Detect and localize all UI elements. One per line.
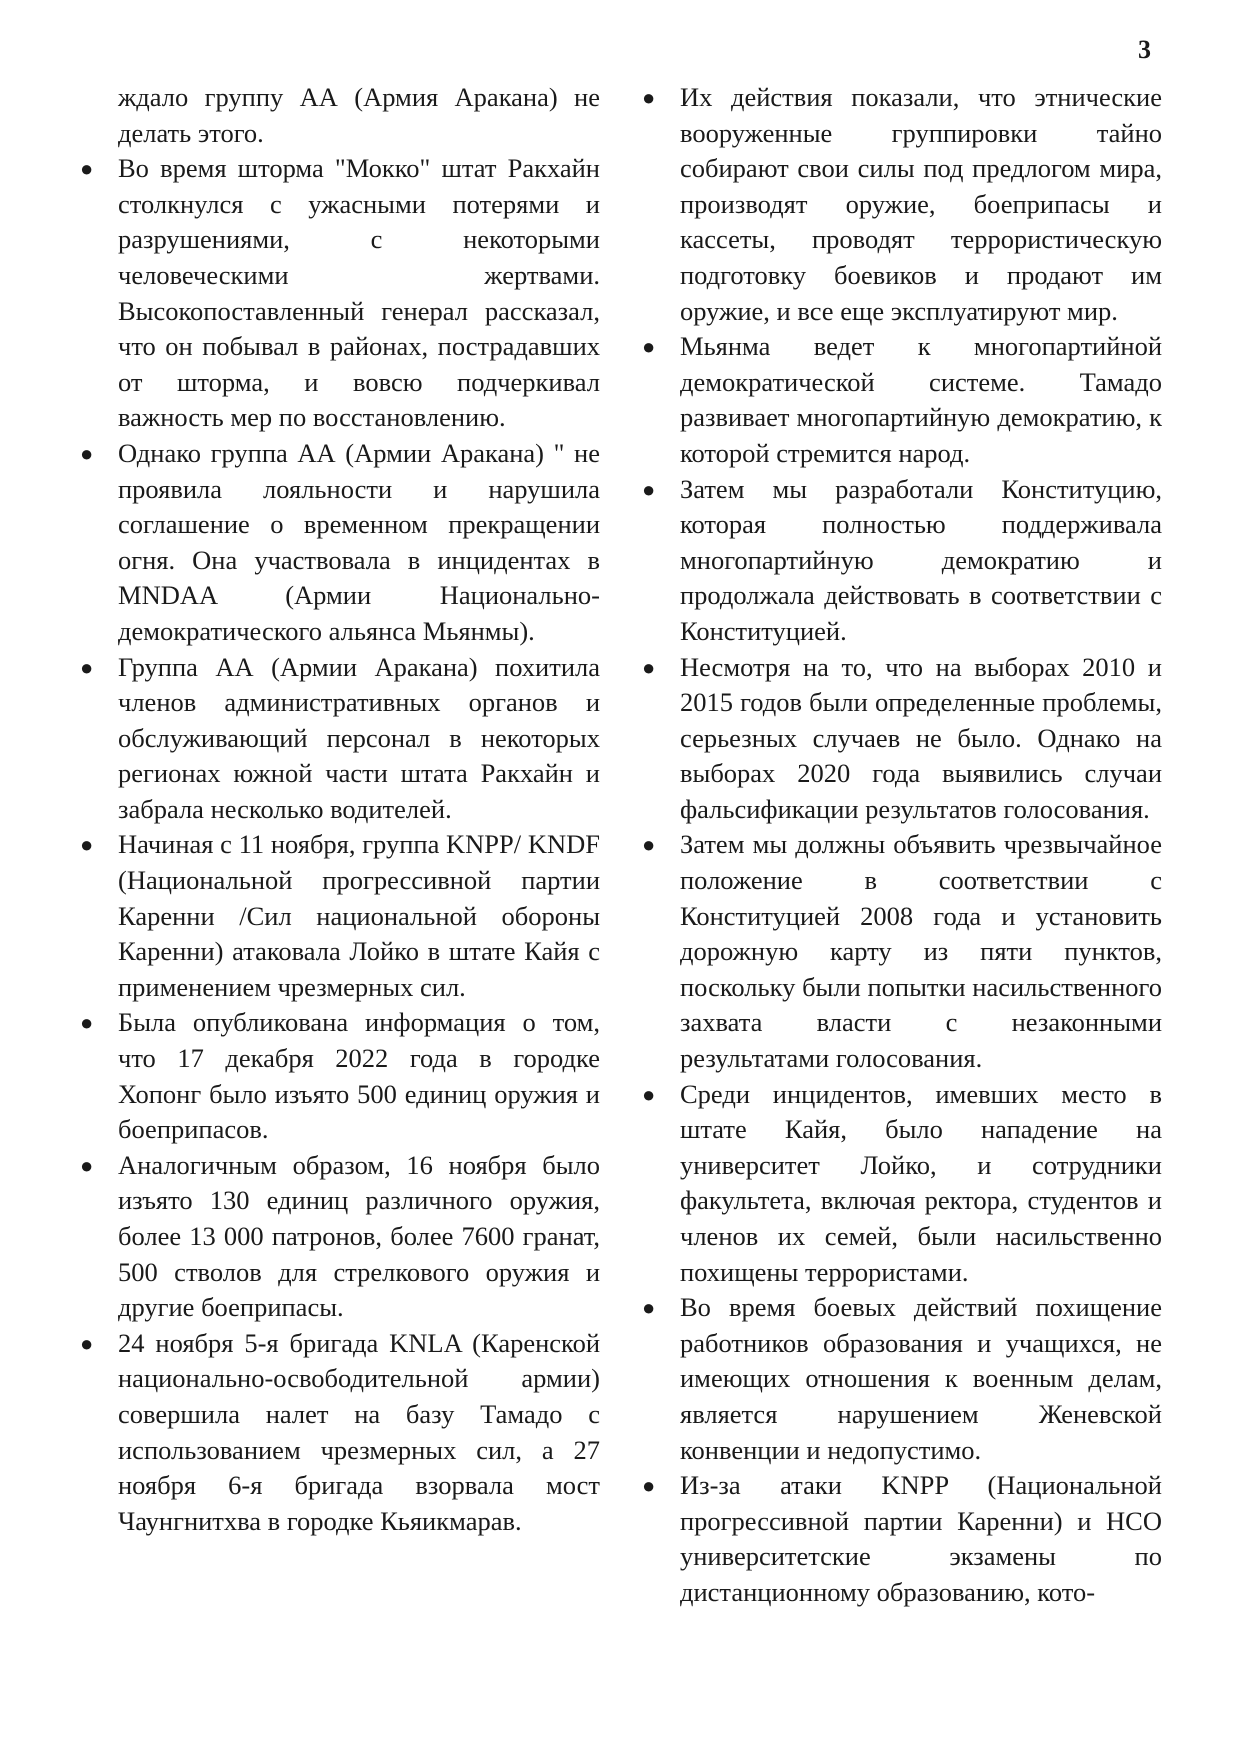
list-item: [642, 1290, 1162, 1468]
bullet-icon: ●: [642, 654, 656, 680]
list-item-text: Их действия показали, что этнические вооруженные группировки тайно собирают свои силы под предлогом мира, производят оружие, боеприпасы и кассеты, проводят террористическую подготовку боевиков и продают им оружие, и все еще эксплуатируют мир.: [680, 82, 1162, 326]
list-item-text: Затем мы должны объявить чрезвычайное положение в соответствии с Конституцией 2008 года и установить дорожную карту из пяти пунктов, поскольку были попытки насильственного захвата власти с незаконными результатами голосования.: [680, 829, 1162, 1074]
bullet-icon: ●: [80, 440, 94, 466]
list-item: [80, 1005, 600, 1147]
list-item-text: 24 ноября 5-я бригада KNLA (Каренской национально-освободительной армии) совершила налет на базу Тамадо с использованием чрезмерных сил, а 27 ноября 6-я бригада взорвала мост Чаунгнитхва в городке Кьяикмарав.: [118, 1327, 600, 1536]
list-item: [642, 827, 1162, 1076]
bullet-icon: ●: [80, 1152, 94, 1178]
bullet-icon: ●: [642, 1295, 656, 1321]
continuation-paragraph: ждало группу АА (Армия Аракана) не делать этого.: [118, 82, 600, 148]
bullet-icon: ●: [642, 85, 656, 110]
list-item-text: Во время шторма "Мокко" штат Ракхайн столкнулся с ужасными потерями и разрушениями, с некоторыми человеческими жертвами. Высокопоставленный генерал рассказал, что он побывал в районах, пострадавших от шторма, и вовсю подчеркивал важность мер по восстановлению.: [118, 153, 600, 433]
list-item-text: Начиная с 11 ноября, группа KNPP/ KNDF (Национальной прогрессивной партии Каренни /Сил национальной обороны Каренни) атаковала Лойко в штате Кайя с применением чрезмерных сил.: [118, 829, 600, 1002]
bullet-icon: ●: [80, 654, 94, 680]
list-item: [642, 472, 1162, 650]
list-item: [80, 151, 600, 436]
bullet-icon: ●: [642, 1473, 656, 1499]
bullet-icon: ●: [642, 476, 656, 502]
bullet-icon: ●: [642, 1081, 656, 1107]
list-item-text: Была опубликована информация о том, что 17 декабря 2022 года в городке Хопонг было изъято 500 единиц оружия и боеприпасов.: [118, 1007, 600, 1145]
list-item: [642, 1468, 1162, 1610]
list-item: [80, 650, 600, 828]
list-item-text: Однако группа АА (Армии Аракана) " не проявила лояльности и нарушила соглашение о временном прекращении огня. Она участвовала в инцидентах в MNDAA (Армии Национально-демократического альянса Мьянмы).: [118, 437, 600, 646]
list-item: [642, 329, 1162, 471]
page-number: 3: [1138, 35, 1151, 64]
list-item-text: Мьянма ведет к многопартийной демократической системе. Тамадо развивает многопартийную демократию, к которой стремится народ.: [680, 331, 1162, 468]
bullet-icon: ●: [80, 832, 94, 858]
bullet-icon: ●: [80, 1330, 94, 1356]
left-bullet-list: [80, 151, 600, 1539]
list-item: [80, 827, 600, 1005]
list-item-text: Затем мы разработали Конституцию, которая полностью поддерживала многопартийную демократию и продолжала действовать в соответствии с Конституцией.: [680, 473, 1162, 646]
list-item: [642, 1077, 1162, 1291]
list-item-text: Аналогичным образом, 16 ноября было изъято 130 единиц различного оружия, более 13 000 патронов, более 7600 гранат, 500 стволов для стрелкового оружия и другие боеприпасы.: [118, 1149, 600, 1323]
right-column: [642, 80, 1162, 1611]
list-item-text: Несмотря на то, что на выборах 2010 и 2015 годов были определенные проблемы, серьезных случаев не было. Однако на выборах 2020 года выявились случаи фальсификации результатов голосования.: [680, 651, 1162, 824]
list-item-text: Во время боевых действий похищение работников образования и учащихся, не имеющих отношения к военным делам, является нарушением Женевской конвенции и недопустимо.: [680, 1292, 1162, 1465]
list-item: [642, 650, 1162, 828]
list-item: [642, 80, 1162, 329]
list-item: [80, 436, 600, 650]
bullet-icon: ●: [80, 156, 94, 182]
list-item-text: Среди инцидентов, имевших место в штате Кайя, было нападение на университет Лойко, и сотрудники факультета, включая ректора, студентов и членов их семей, были насильственно похищены террористами.: [680, 1078, 1162, 1287]
list-item-text: Группа АА (Армии Аракана) похитила членов административных органов и обслуживающий персонал в некоторых регионах южной части штата Ракхайн и забрала несколько водителей.: [118, 651, 600, 824]
list-item-text: Из-за атаки KNPP (Национальной прогрессивной партии Каренни) и НСО университетские экзамены по дистанционному образованию, кото-: [680, 1470, 1162, 1607]
list-item: [80, 1326, 600, 1540]
bullet-icon: ●: [80, 1010, 94, 1036]
left-column: [80, 80, 600, 1539]
right-bullet-list: [642, 80, 1162, 1611]
bullet-icon: ●: [642, 832, 656, 858]
bullet-icon: ●: [642, 334, 656, 360]
list-item: [80, 1148, 600, 1326]
